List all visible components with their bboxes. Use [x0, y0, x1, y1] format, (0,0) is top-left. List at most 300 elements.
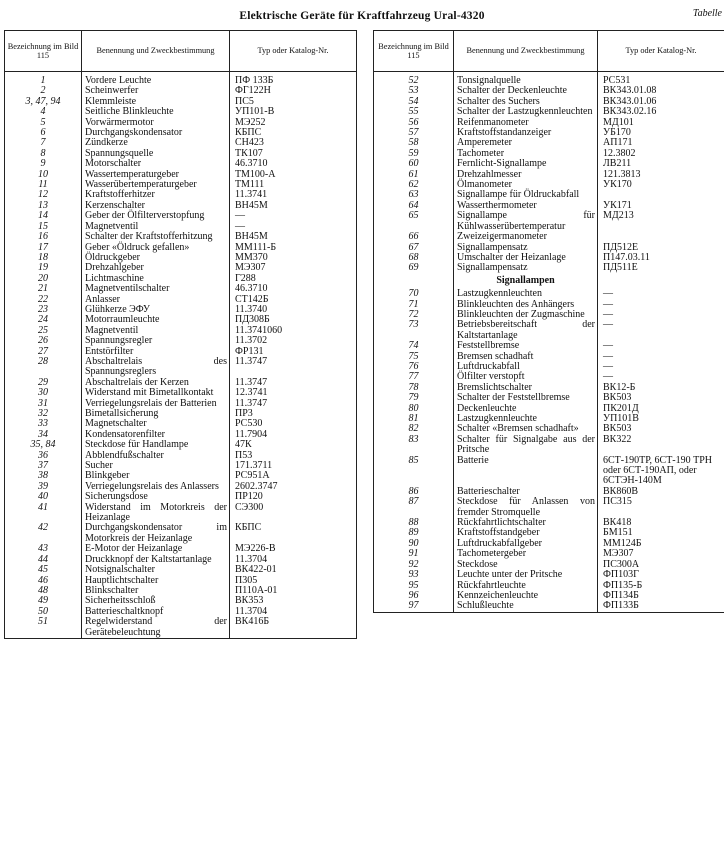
name-cell: Signallampensatz: [454, 243, 598, 253]
designation-cell: 54: [374, 97, 454, 107]
type-cell: СТ142Б: [230, 295, 357, 305]
type-cell: 11.3741060: [230, 326, 357, 336]
designation-cell: 50: [5, 607, 82, 617]
designation-cell: 69: [374, 263, 454, 273]
name-cell: Feststellbremse: [454, 341, 598, 351]
name-cell: Umschalter der Heizanlage: [454, 253, 598, 263]
designation-cell: 21: [5, 284, 82, 294]
type-cell: ММ111-Б: [230, 243, 357, 253]
designation-cell: 66: [374, 232, 454, 242]
designation-cell: 6: [5, 128, 82, 138]
type-cell: ВН45М: [230, 201, 357, 211]
designation-cell: 1: [5, 72, 82, 87]
type-cell: П53: [230, 451, 357, 461]
table-row: [5, 461, 357, 471]
name-cell: Kraftstoffstandgeber: [454, 528, 598, 538]
name-cell: Drehzahlgeber: [82, 263, 230, 273]
type-cell: ПД511Е: [598, 263, 724, 273]
type-cell: 2602.3747: [230, 482, 357, 492]
designation-cell: 30: [5, 388, 82, 398]
name-cell: Widerstand im Motorkreis der Heizanlage: [82, 503, 230, 524]
type-cell: ВК12-Б: [598, 383, 724, 393]
designation-cell: 68: [374, 253, 454, 263]
table-row: [374, 570, 724, 580]
type-cell: ТК107: [230, 149, 357, 159]
name-cell: Klemmleiste: [82, 97, 230, 107]
table-row: [374, 404, 724, 414]
type-cell: ПС300А: [598, 560, 724, 570]
table-row: [5, 440, 357, 450]
type-cell: ЛВ211: [598, 159, 724, 169]
designation-cell: 83: [374, 435, 454, 456]
type-cell: ФГ122Н: [230, 86, 357, 96]
name-cell: Wasserthermometer: [454, 201, 598, 211]
table-row: [5, 399, 357, 409]
designation-cell: 29: [5, 378, 82, 388]
table-row: [5, 503, 357, 524]
name-cell: Blinkschalter: [82, 586, 230, 596]
table-row: [374, 86, 724, 96]
type-cell: ВК418: [598, 518, 724, 528]
designation-cell: 39: [5, 482, 82, 492]
header-designation: Bezeichnung im Bild 115: [5, 31, 82, 72]
designation-cell: 95: [374, 581, 454, 591]
table-row: [374, 211, 724, 232]
designation-cell: 53: [374, 86, 454, 96]
name-cell: Motorraumleuchte: [82, 315, 230, 325]
section-title: Signallampen: [454, 274, 598, 289]
table-row: [374, 581, 724, 591]
type-cell: ВК416Б: [230, 617, 357, 638]
table-row: [374, 497, 724, 518]
name-cell: Kraftstofferhitzer: [82, 190, 230, 200]
designation-cell: 32: [5, 409, 82, 419]
type-cell: МЭ252: [230, 118, 357, 128]
name-cell: Tachometergeber: [454, 549, 598, 559]
designation-cell: 89: [374, 528, 454, 538]
type-cell: 11.3741: [230, 190, 357, 200]
designation-cell: 15: [5, 222, 82, 232]
name-cell: Magnetschalter: [82, 419, 230, 429]
table-row: [5, 190, 357, 200]
header-name: Benennung und Zweckbestimmung: [82, 31, 230, 72]
name-cell: Verriegelungsrelais der Batterien: [82, 399, 230, 409]
table-row: [374, 107, 724, 117]
type-cell: ПР120: [230, 492, 357, 502]
type-cell: ВК860В: [598, 487, 724, 497]
name-cell: Steckdose: [454, 560, 598, 570]
type-cell: СН423: [230, 138, 357, 148]
table-row: [5, 482, 357, 492]
designation-cell: 60: [374, 159, 454, 169]
name-cell: Seitliche Blinkleuchte: [82, 107, 230, 117]
designation-cell: 16: [5, 232, 82, 242]
name-cell: Sicherheitsschloß: [82, 596, 230, 606]
name-cell: Lichtmaschine: [82, 274, 230, 284]
table-row: [5, 565, 357, 575]
designation-cell: 2: [5, 86, 82, 96]
table-row: [5, 357, 357, 378]
designation-cell: 22: [5, 295, 82, 305]
type-cell: —: [598, 289, 724, 299]
name-cell: Blinkleuchten des Anhängers: [454, 300, 598, 310]
table-row: [5, 315, 357, 325]
type-cell: ФР131: [230, 347, 357, 357]
type-cell: 11.3704: [230, 607, 357, 617]
designation-cell: 74: [374, 341, 454, 351]
name-cell: Schalter des Suchers: [454, 97, 598, 107]
designation-cell: 27: [5, 347, 82, 357]
type-cell: УП101В: [598, 414, 724, 424]
name-cell: Rückfahrtleuchte: [454, 581, 598, 591]
name-cell: Magnetventil: [82, 326, 230, 336]
table-header-row: [5, 31, 357, 72]
table-row: [5, 180, 357, 190]
type-cell: ПР3: [230, 409, 357, 419]
name-cell: Schalter der Feststellbremse: [454, 393, 598, 403]
left-parts-table: [4, 30, 357, 639]
designation-cell: 14: [5, 211, 82, 221]
name-cell: Notsignalschalter: [82, 565, 230, 575]
table-row: [5, 596, 357, 606]
designation-cell: 13: [5, 201, 82, 211]
type-cell: ПД512Е: [598, 243, 724, 253]
name-cell: Abblendfußschalter: [82, 451, 230, 461]
table-row: [5, 326, 357, 336]
type-cell: ФП103Г: [598, 570, 724, 580]
name-cell: Steckdose für Handlampe: [82, 440, 230, 450]
designation-cell: 51: [5, 617, 82, 638]
designation-cell: 49: [5, 596, 82, 606]
type-cell: П305: [230, 576, 357, 586]
designation-cell: 81: [374, 414, 454, 424]
name-cell: Signallampe für Öldruckabfall: [454, 190, 598, 200]
left-table-body: [5, 72, 357, 639]
name-cell: Reifenmanometer: [454, 118, 598, 128]
name-cell: Schalter der Kraftstofferhitzung: [82, 232, 230, 242]
designation-cell: 77: [374, 372, 454, 382]
name-cell: Magnetventil: [82, 222, 230, 232]
designation-cell: 73: [374, 320, 454, 341]
type-cell: —: [230, 222, 357, 232]
name-cell: Amperemeter: [454, 138, 598, 148]
type-cell: 11.3747: [230, 378, 357, 388]
type-cell: 11.3747: [230, 399, 357, 409]
type-cell: ВК503: [598, 424, 724, 434]
designation-cell: 59: [374, 149, 454, 159]
table-row: [374, 159, 724, 169]
type-cell: КБПС: [230, 128, 357, 138]
designation-cell: 67: [374, 243, 454, 253]
name-cell: Lastzugkennleuchten: [454, 289, 598, 299]
name-cell: Wassertemperaturgeber: [82, 170, 230, 180]
type-cell: ВК422-01: [230, 565, 357, 575]
designation-cell: 35, 84: [5, 440, 82, 450]
name-cell: Schalter «Bremsen schadhaft»: [454, 424, 598, 434]
type-cell: [598, 232, 724, 242]
designation-cell: 34: [5, 430, 82, 440]
table-row: [5, 253, 357, 263]
type-cell: ФП135-Б: [598, 581, 724, 591]
type-cell: РС951А: [230, 471, 357, 481]
designation-cell: 55: [374, 107, 454, 117]
type-cell: 46.3710: [230, 284, 357, 294]
table-row: [374, 289, 724, 299]
designation-cell: 58: [374, 138, 454, 148]
designation-cell: 75: [374, 352, 454, 362]
name-cell: Vordere Leuchte: [82, 72, 230, 87]
designation-cell: 3, 47, 94: [5, 97, 82, 107]
table-row: [374, 456, 724, 487]
table-row: [5, 138, 357, 148]
name-cell: Signallampe für Kühlwasserübertemperatur: [454, 211, 598, 232]
name-cell: Bremsen schadhaft: [454, 352, 598, 362]
designation-cell: 93: [374, 570, 454, 580]
designation-cell: 62: [374, 180, 454, 190]
table-row: [5, 274, 357, 284]
designation-cell: 43: [5, 544, 82, 554]
type-cell: УК171: [598, 201, 724, 211]
designation-cell: 48: [5, 586, 82, 596]
name-cell: Anlasser: [82, 295, 230, 305]
designation-cell: 70: [374, 289, 454, 299]
name-cell: Schalter der Deckenleuchte: [454, 86, 598, 96]
name-cell: Geber der Ölfilterverstopfung: [82, 211, 230, 221]
table-row: [374, 72, 724, 87]
table-row: [374, 190, 724, 200]
type-cell: 12.3741: [230, 388, 357, 398]
name-cell: Zweizeigermanometer: [454, 232, 598, 242]
table-row: [374, 149, 724, 159]
designation-cell: 38: [5, 471, 82, 481]
name-cell: Rückfahrtlichtschalter: [454, 518, 598, 528]
name-cell: Scheinwerfer: [82, 86, 230, 96]
table-row: [374, 362, 724, 372]
name-cell: Bremslichtschalter: [454, 383, 598, 393]
designation-cell: 45: [5, 565, 82, 575]
table-row: [374, 128, 724, 138]
name-cell: Leuchte unter der Pritsche: [454, 570, 598, 580]
table-reference: Tabelle: [692, 8, 722, 19]
name-cell: Luftdruckabfallgeber: [454, 539, 598, 549]
table-row: [374, 372, 724, 382]
name-cell: Verriegelungsrelais des Anlassers: [82, 482, 230, 492]
table-row: [5, 107, 357, 117]
table-row: [5, 263, 357, 273]
designation-cell: 52: [374, 72, 454, 87]
type-cell: ФП133Б: [598, 601, 724, 612]
table-row: [374, 138, 724, 148]
table-row: [5, 409, 357, 419]
name-cell: Spannungsquelle: [82, 149, 230, 159]
name-cell: Ölfilter verstopft: [454, 372, 598, 382]
designation-cell: 88: [374, 518, 454, 528]
name-cell: Druckknopf der Kaltstartanlage: [82, 555, 230, 565]
type-cell: ВК322: [598, 435, 724, 456]
table-row: [374, 518, 724, 528]
designation-cell: 65: [374, 211, 454, 232]
type-cell: —: [598, 352, 724, 362]
name-cell: Spannungsregler: [82, 336, 230, 346]
table-row: [374, 435, 724, 456]
designation-cell: 24: [5, 315, 82, 325]
name-cell: Geber «Öldruck gefallen»: [82, 243, 230, 253]
header-designation: Bezeichnung im Bild 115: [374, 31, 454, 72]
name-cell: Lastzugkennleuchte: [454, 414, 598, 424]
designation-cell: 19: [5, 263, 82, 273]
designation-cell: 8: [5, 149, 82, 159]
designation-cell: 56: [374, 118, 454, 128]
designation-cell: 76: [374, 362, 454, 372]
designation-cell: 12: [5, 190, 82, 200]
name-cell: Betriebsbereitschaft der Kaltstartanlage: [454, 320, 598, 341]
type-cell: ММ370: [230, 253, 357, 263]
table-row: [5, 451, 357, 461]
table-row: [5, 72, 357, 87]
type-cell: МЭ226-В: [230, 544, 357, 554]
designation-cell: 96: [374, 591, 454, 601]
table-row: [5, 97, 357, 107]
designation-cell: 11: [5, 180, 82, 190]
type-cell: ВК343.01.08: [598, 86, 724, 96]
designation-cell: 71: [374, 300, 454, 310]
designation-cell: 90: [374, 539, 454, 549]
type-cell: 11.3747: [230, 357, 357, 378]
name-cell: Regelwiderstand der Gerätebeleuchtung: [82, 617, 230, 638]
type-cell: УБ170: [598, 128, 724, 138]
type-cell: 46.3710: [230, 159, 357, 169]
name-cell: Blinkleuchten der Zugmaschine: [454, 310, 598, 320]
header-name: Benennung und Zweckbestimmung: [454, 31, 598, 72]
table-row: [374, 352, 724, 362]
type-cell: ПС5: [230, 97, 357, 107]
table-row: [5, 523, 357, 544]
name-cell: Signallampensatz: [454, 263, 598, 273]
name-cell: Durchgangskondensator: [82, 128, 230, 138]
name-cell: Glühkerze ЭФУ: [82, 305, 230, 315]
name-cell: Motorschalter: [82, 159, 230, 169]
type-cell: МД101: [598, 118, 724, 128]
header-type: Typ oder Katalog-Nr.: [230, 31, 357, 72]
type-cell: 47К: [230, 440, 357, 450]
table-row: [5, 295, 357, 305]
name-cell: Kraftstoffstandanzeiger: [454, 128, 598, 138]
type-cell: УП101-В: [230, 107, 357, 117]
name-cell: Wasserübertemperaturgeber: [82, 180, 230, 190]
designation-cell: 9: [5, 159, 82, 169]
table-row: [374, 253, 724, 263]
table-row: [5, 128, 357, 138]
type-cell: РС531: [598, 72, 724, 87]
type-cell: БМ151: [598, 528, 724, 538]
table-row: [5, 419, 357, 429]
designation-cell: 91: [374, 549, 454, 559]
type-cell: 6СТ-190ТР, 6СТ-190 ТРН oder 6СТ-190АП, oder 6СТЭН-140М: [598, 456, 724, 487]
type-cell: ПФ 133Б: [230, 72, 357, 87]
name-cell: Deckenleuchte: [454, 404, 598, 414]
type-cell: АП171: [598, 138, 724, 148]
table-row: [374, 539, 724, 549]
designation-cell: 82: [374, 424, 454, 434]
type-cell: ММ124Б: [598, 539, 724, 549]
right-parts-table: [373, 30, 724, 613]
page-title: Elektrische Geräte für Kraftfahrzeug Ural-4320: [239, 10, 485, 22]
name-cell: Schalter für Signalgabe aus der Pritsche: [454, 435, 598, 456]
name-cell: Abschaltrelais der Kerzen: [82, 378, 230, 388]
designation-cell: 18: [5, 253, 82, 263]
table-row: [5, 211, 357, 221]
name-cell: Blinkgeber: [82, 471, 230, 481]
name-cell: Kennzeichenleuchte: [454, 591, 598, 601]
type-cell: КБПС: [230, 523, 357, 544]
table-row: [5, 243, 357, 253]
type-cell: ВК353: [230, 596, 357, 606]
designation-cell: 41: [5, 503, 82, 524]
type-cell: 11.3740: [230, 305, 357, 315]
right-table-body: [374, 72, 724, 613]
name-cell: Abschaltrelais des Spannungsreglers: [82, 357, 230, 378]
type-cell: 12.3802: [598, 149, 724, 159]
designation-cell: 97: [374, 601, 454, 612]
table-row: [374, 232, 724, 242]
type-cell: МЭ307: [598, 549, 724, 559]
name-cell: Kerzenschalter: [82, 201, 230, 211]
name-cell: Steckdose für Anlassen von fremder Stromquelle: [454, 497, 598, 518]
designation-cell: 61: [374, 170, 454, 180]
name-cell: Schalter der Lastzugkennleuchten: [454, 107, 598, 117]
table-row: [5, 305, 357, 315]
table-row: [5, 617, 357, 638]
designation-cell: 87: [374, 497, 454, 518]
type-cell: ВК503: [598, 393, 724, 403]
type-cell: 121.3813: [598, 170, 724, 180]
type-cell: Г288: [230, 274, 357, 284]
type-cell: ВН45М: [230, 232, 357, 242]
type-cell: —: [598, 341, 724, 351]
name-cell: Entstörfilter: [82, 347, 230, 357]
type-cell: МЭ307: [230, 263, 357, 273]
name-cell: E-Motor der Heizanlage: [82, 544, 230, 554]
type-cell: П110А-01: [230, 586, 357, 596]
designation-cell: 72: [374, 310, 454, 320]
designation-cell: 92: [374, 560, 454, 570]
type-cell: ВК343.01.06: [598, 97, 724, 107]
table-row: [5, 284, 357, 294]
type-cell: СЭ300: [230, 503, 357, 524]
name-cell: Bimetallsicherung: [82, 409, 230, 419]
type-cell: ТМ100-А: [230, 170, 357, 180]
designation-cell: 80: [374, 404, 454, 414]
name-cell: Widerstand mit Bimetallkontakt: [82, 388, 230, 398]
table-row: [374, 341, 724, 351]
type-cell: ВК343.02.16: [598, 107, 724, 117]
designation-cell: 10: [5, 170, 82, 180]
name-cell: Vorwärmermotor: [82, 118, 230, 128]
name-cell: Fernlicht-Signallampe: [454, 159, 598, 169]
name-cell: Batterieschaltknopf: [82, 607, 230, 617]
name-cell: Magnetventilschalter: [82, 284, 230, 294]
table-row: [374, 393, 724, 403]
designation-cell: 42: [5, 523, 82, 544]
header-type: Typ oder Katalog-Nr.: [598, 31, 724, 72]
type-cell: ПС315: [598, 497, 724, 518]
table-row: [374, 549, 724, 559]
type-cell: УК170: [598, 180, 724, 190]
type-cell: 171.3711: [230, 461, 357, 471]
type-cell: ПД308Б: [230, 315, 357, 325]
table-row: [374, 591, 724, 601]
designation-cell: 17: [5, 243, 82, 253]
